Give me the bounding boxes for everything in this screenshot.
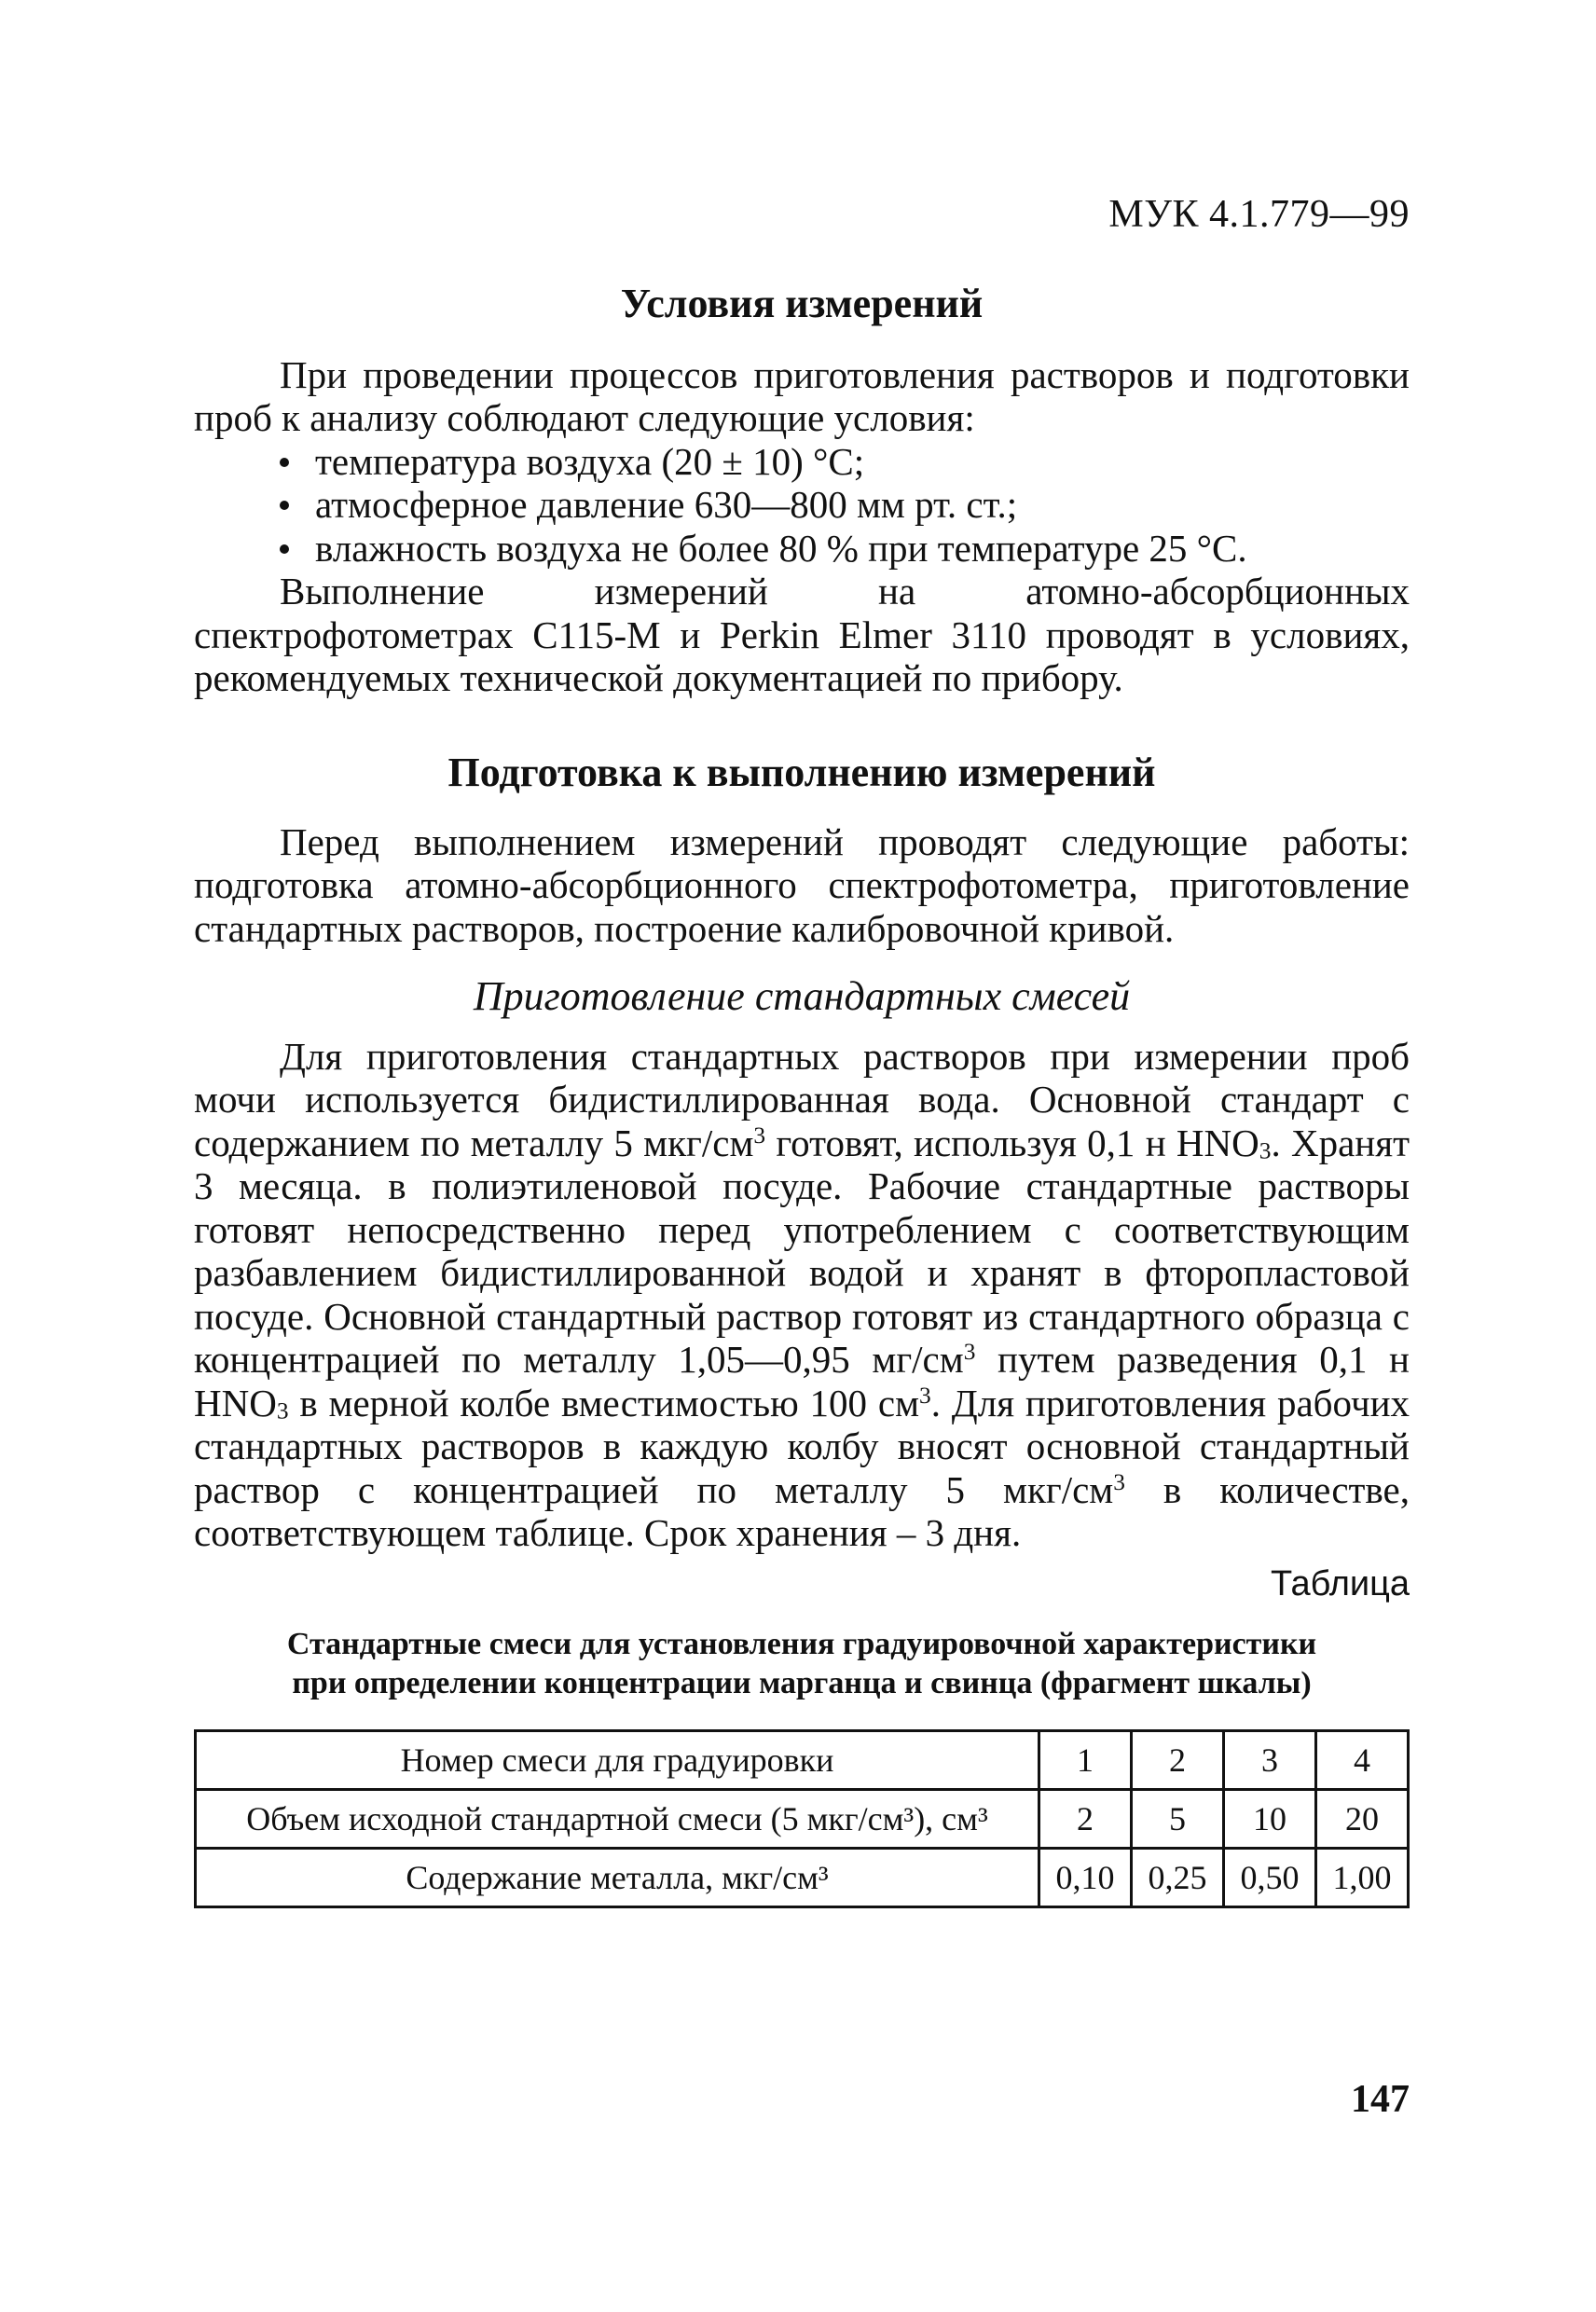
- paragraph-conditions-intro: При проведении процессов приготовления растворов и подготовки проб к анализу соблюдают следующие условия:: [194, 352, 1410, 440]
- paragraph-instruments: Выполнение измерений на атомно-абсорбционных спектрофотометрах С115-М и Perkin Elmer 3110 проводят в условиях, рекомендуемых технической документацией по прибору.: [194, 570, 1410, 700]
- superscript: 3: [753, 1122, 766, 1149]
- list-item-text: атмосферное давление 630—800 мм рт. ст.;: [315, 483, 1018, 527]
- table-row-header: Объем исходной стандартной смеси (5 мкг/см³), см³: [196, 1789, 1039, 1848]
- conditions-list: [194, 440, 1410, 571]
- text-segment: в количестве, соответствующем таблице. Срок хранения – 3 дня.: [194, 1467, 1410, 1555]
- table-cell: 1,00: [1316, 1848, 1409, 1906]
- list-item: [194, 440, 1410, 484]
- table-cell: 1: [1039, 1730, 1132, 1789]
- subsection-title-standard-mixtures: Приготовление стандартных смесей: [473, 973, 1131, 1020]
- table-cell: 5: [1132, 1789, 1224, 1848]
- superscript: 3: [919, 1382, 931, 1409]
- subscript: 3: [276, 1397, 289, 1424]
- table-row: [196, 1789, 1409, 1848]
- standard-mixtures-table: [194, 1729, 1410, 1908]
- paragraph-standard-mixtures: [194, 1035, 1410, 1555]
- subscript: 3: [1259, 1137, 1272, 1164]
- table-cell: 2: [1039, 1789, 1132, 1848]
- table-row-header: Номер смеси для градуировки: [196, 1730, 1039, 1789]
- paragraph-preparation-works: Перед выполнением измерений проводят следующие работы: подготовка атомно-абсорбционного спектрофотометра, приготовление стандартных растворов, построение калибровочной кривой.: [194, 819, 1410, 950]
- table-cell: 10: [1224, 1789, 1316, 1848]
- page-content: [194, 280, 1410, 1908]
- table-label: Таблица: [1271, 1563, 1410, 1603]
- page-number: 147: [1351, 2078, 1410, 2121]
- superscript: 3: [1113, 1468, 1125, 1495]
- table-row: [196, 1848, 1409, 1906]
- table-cell: 0,50: [1224, 1848, 1316, 1906]
- table-cell: 4: [1316, 1730, 1409, 1789]
- list-item: [194, 483, 1410, 527]
- document-code: МУК 4.1.779—99: [1108, 193, 1410, 236]
- table-cell: 20: [1316, 1789, 1409, 1848]
- table-cell: 0,25: [1132, 1848, 1224, 1906]
- list-item-text: влажность воздуха не более 80 % при температуре 25 °С.: [315, 526, 1247, 570]
- text-segment: готовят, используя 0,1 н HNO: [765, 1121, 1259, 1164]
- text-segment: путем разведения 0,1 н HNO: [194, 1338, 1410, 1424]
- table-cell: 2: [1132, 1730, 1224, 1789]
- table-cell: 3: [1224, 1730, 1316, 1789]
- text-segment: . Хранят 3 месяца. в полиэтиленовой посуде. Рабочие стандартные растворы готовят непосредственно перед употреблением с соответствующим разбавлением бидистиллированной водой и хранят в фторопластовой посуде. Основной стандартный раствор готовят из стандартного образца с концентрацией по металлу 1,05—0,95 мг/см: [194, 1121, 1410, 1382]
- list-item: [194, 527, 1410, 571]
- text-segment: в мерной колбе вместимостью 100 см: [288, 1381, 920, 1424]
- table-cell: 0,10: [1039, 1848, 1132, 1906]
- table-caption-line: при определении концентрации марганца и свинца (фрагмент шкалы): [292, 1665, 1312, 1700]
- text-segment: . Для приготовления рабочих стандартных растворов в каждую колбу вносят основной стандартный раствор с концентрацией по металлу 5 мкг/см: [194, 1381, 1410, 1511]
- superscript: 3: [963, 1339, 976, 1366]
- section-title-measurement-conditions: Условия измерений: [620, 281, 984, 326]
- table-row-header: Содержание металла, мкг/см³: [196, 1848, 1039, 1906]
- text-segment: Для приготовления стандартных растворов при измерении проб мочи используется бидистиллированная вода. Основной стандарт с содержанием по металлу 5 мкг/см: [194, 1034, 1410, 1164]
- table-row: [196, 1730, 1409, 1789]
- section-title-preparation: Подготовка к выполнению измерений: [447, 749, 1156, 795]
- list-item-text: температура воздуха (20 ± 10) °С;: [315, 439, 865, 483]
- table-caption-line: Стандартные смеси для установления градуировочной характеристики: [286, 1626, 1317, 1661]
